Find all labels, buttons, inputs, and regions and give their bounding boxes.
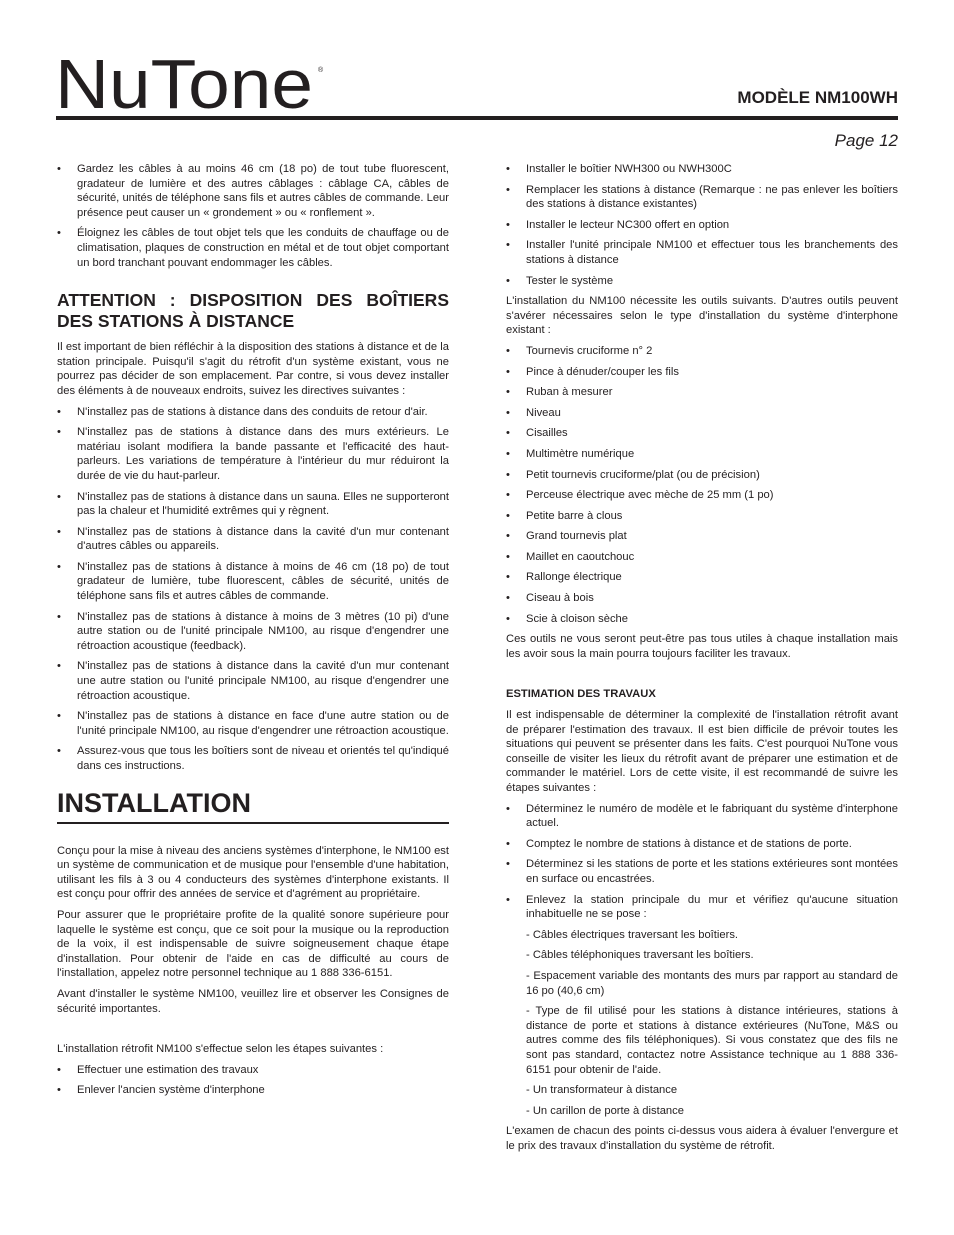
tools-intro: L'installation du NM100 nécessite les outils suivants. D'autres outils peuvent s'avérer nécessaires selon le type d'installation du système d'interphone existant :: [506, 295, 898, 337]
list-item: • Remplacer les stations à distance (Remarque : ne pas enlever les boîtiers des stations à distance existantes): [506, 183, 898, 212]
list-item: • Ciseau à bois: [506, 591, 898, 606]
installation-paragraph: Avant d'installer le système NM100, veuillez lire et observer les Consignes de sécurité importantes.: [57, 987, 449, 1015]
steps-bullet-list-continued: [506, 162, 898, 288]
nutone-logo: [55, 50, 330, 114]
dash-item: - Un carillon de porte à distance: [526, 1104, 684, 1117]
page-number: Page 12: [834, 131, 898, 150]
estimation-heading: ESTIMATION DES TRAVAUX: [506, 688, 656, 701]
list-item: • N'installez pas de stations à distance dans un sauna. Elles ne supporteront pas la chaleur et l'humidité extrêmes qui y règnent.: [57, 490, 449, 519]
list-item: • Déterminez si les stations de porte et les stations extérieures sont montées en surface ou encastrées.: [506, 857, 898, 886]
dash-item: - Câbles téléphoniques traversant les boîtiers.: [526, 949, 754, 962]
header-rule: [56, 116, 898, 120]
list-item: • Comptez le nombre de stations à distance et de stations de porte.: [506, 837, 898, 852]
list-item: • Ruban à mesurer: [506, 385, 898, 400]
logo-text: NuTone: [55, 50, 313, 114]
list-item: • Niveau: [506, 406, 898, 421]
list-item: • Tester le système: [506, 274, 898, 289]
list-item: • Grand tournevis plat: [506, 529, 898, 544]
list-item: • Perceuse électrique avec mèche de 25 mm (1 po): [506, 488, 898, 503]
list-item: • Installer le lecteur NC300 offert en option: [506, 218, 898, 233]
list-item: • Pince à dénuder/couper les fils: [506, 365, 898, 380]
list-item: • N'installez pas de stations à distance en face d'une autre station ou de l'unité principale NM100, au risque d'engendrer une rétroaction acoustique.: [57, 709, 449, 738]
list-item: • Effectuer une estimation des travaux: [57, 1063, 449, 1078]
list-item: • Scie à cloison sèche: [506, 612, 898, 627]
list-item: • N'installez pas de stations à distance à moins de 46 cm (18 po) de tout gradateur de lumière, tube fluorescent, câbles de sécurité, unités de téléphone sans fils et autres câbles de commande.: [57, 560, 449, 604]
list-item: • Assurez-vous que tous les boîtiers sont de niveau et orientés tel qu'indiqué dans ces instructions.: [57, 744, 449, 773]
installation-paragraph: Conçu pour la mise à niveau des anciens systèmes d'interphone, le NM100 est un système de communication et de musique pour l'ensemble d'une habitation, utilisant les fils à 3 ou 4 conducteurs des systèmes d'interphone existants. Il est conçu pour offrir des années de service et d'agrément au propriétaire.: [57, 844, 449, 901]
attention-paragraph: Il est important de bien réfléchir à la disposition des stations à distance et de la station principale. Puisqu'il s'agit du rétrofit d'un système existant, vous ne pourrez pas décider de son emplacement. Par contre, si vous devez installer des éléments à de nouveaux endroits, suivez les directives suivantes :: [57, 341, 449, 397]
list-item: • N'installez pas de stations à distance dans la cavité d'un mur contenant une autre station ou l'unité principale NM100, au risque d'engendrer une rétroaction acoustique.: [57, 659, 449, 703]
attention-bullet-list: [57, 405, 449, 774]
list-item: • Multimètre numérique: [506, 447, 898, 462]
list-item: • Rallonge électrique: [506, 570, 898, 585]
intro-bullet-list: [57, 162, 449, 270]
list-item: • Installer l'unité principale NM100 et effectuer tous les branchements des stations à distance: [506, 238, 898, 267]
list-item: • N'installez pas de stations à distance à moins de 3 mètres (10 pi) d'une autre station ou de l'unité principale NM100, au risque d'engendrer une rétroaction acoustique (feedback).: [57, 610, 449, 654]
attention-heading: ATTENTION : DISPOSITION DES BOÎTIERS DES STATIONS À DISTANCE: [57, 290, 449, 332]
list-item: • Tournevis cruciforme n° 2: [506, 344, 898, 359]
list-item: • Installer le boîtier NWH300 ou NWH300C: [506, 162, 898, 177]
left-column: [57, 162, 449, 1104]
dash-item: - Type de fil utilisé pour les stations à distance intérieures, stations à distance de porte et stations à distance extérieures (NuTone, M&S ou autres comme des fils téléphoniques). Si vous constatez que des fils ne sont pas standard, contactez notre Assistance technique au 1 888 336-6151 pour obtenir de l'aide.: [526, 1005, 898, 1076]
estimation-paragraph: Il est indispensable de déterminer la complexité de l'installation rétrofit avant de préparer l'estimation des travaux. Il est bien difficile de prévoir toutes les situations qui peuvent se présenter dans les faits. C'est pourquoi NuTone vous conseille de visiter les lieux du rétrofit avant de préparer une estimation et de commander le matériel. Lors de cette visite, il est recommandé de suivre les étapes suivantes :: [506, 709, 898, 794]
list-item: • Déterminez le numéro de modèle et le fabriquant du système d'interphone actuel.: [506, 802, 898, 831]
list-item: • Enlever l'ancien système d'interphone: [57, 1083, 449, 1098]
steps-intro: L'installation rétrofit NM100 s'effectue selon les étapes suivantes :: [57, 1043, 384, 1056]
list-item: • Éloignez les câbles de tout objet tels que les conduits de chauffage ou de climatisation, plaques de construction en métal et de tout objet comportant un bord tranchant pouvant endommager les câbles.: [57, 226, 449, 270]
list-item: • Cisailles: [506, 426, 898, 441]
steps-bullet-list: [57, 1063, 449, 1098]
installation-paragraph: Pour assurer que le propriétaire profite de la qualité sonore supérieure pour laquelle le système est conçu, que ce soit pour la musique ou la reproduction de la voix, il est indispensable de suivre soigneusement chaque étape d'installation. Pour obtenir de l'aide en cas de difficulté au cours de l'installation, appelez notre personnel technique au 1 888 336-6151.: [57, 908, 449, 980]
dash-item: - Espacement variable des montants des murs par rapport au standard de 16 po (40,6 cm): [526, 969, 898, 997]
list-item: • Petite barre à clous: [506, 509, 898, 524]
svg-text:®: ®: [318, 67, 324, 74]
list-item: • Maillet en caoutchouc: [506, 550, 898, 565]
list-item: • N'installez pas de stations à distance dans des conduits de retour d'air.: [57, 405, 449, 420]
list-item: • Gardez les câbles à au moins 46 cm (18 po) de tout tube fluorescent, gradateur de lumière et des autres câblages : câblage CA, câbles de sécurité, unités de téléphone sans fils et autres câbles de commande. Leur présence peut causer un « grondement » ou « ronflement ».: [57, 162, 449, 220]
model-number: MODÈLE NM100WH: [737, 88, 898, 107]
tools-note: Ces outils ne vous seront peut-être pas tous utiles à chaque installation mais les avoir sous la main pourra toujours faciliter les travaux.: [506, 633, 898, 660]
dash-item: - Un transformateur à distance: [526, 1084, 678, 1097]
installation-heading: INSTALLATION: [57, 788, 449, 824]
closing-paragraph: L'examen de chacun des points ci-dessus vous aidera à évaluer l'envergure et le prix des travaux d'installation du système de rétrofit.: [506, 1125, 898, 1152]
list-item: • Enlevez la station principale du mur et vérifiez qu'aucune situation inhabituelle ne se pose :: [506, 893, 898, 922]
tools-list: [506, 344, 898, 626]
right-column: [506, 162, 898, 1159]
estimation-bullet-list: [506, 802, 898, 922]
list-item: • N'installez pas de stations à distance dans la cavité d'un mur contenant d'autres câbles ou appareils.: [57, 525, 449, 554]
dash-item: - Câbles électriques traversant les boîtiers.: [526, 928, 739, 941]
list-item: • Petit tournevis cruciforme/plat (ou de précision): [506, 468, 898, 483]
list-item: • N'installez pas de stations à distance dans des murs extérieurs. Le matériau isolant modifiera la bande passante et l'efficacité des haut-parleurs. Les variations de température à l'intérieur du mur réduiront la durée de vie du haut-parleur.: [57, 425, 449, 483]
